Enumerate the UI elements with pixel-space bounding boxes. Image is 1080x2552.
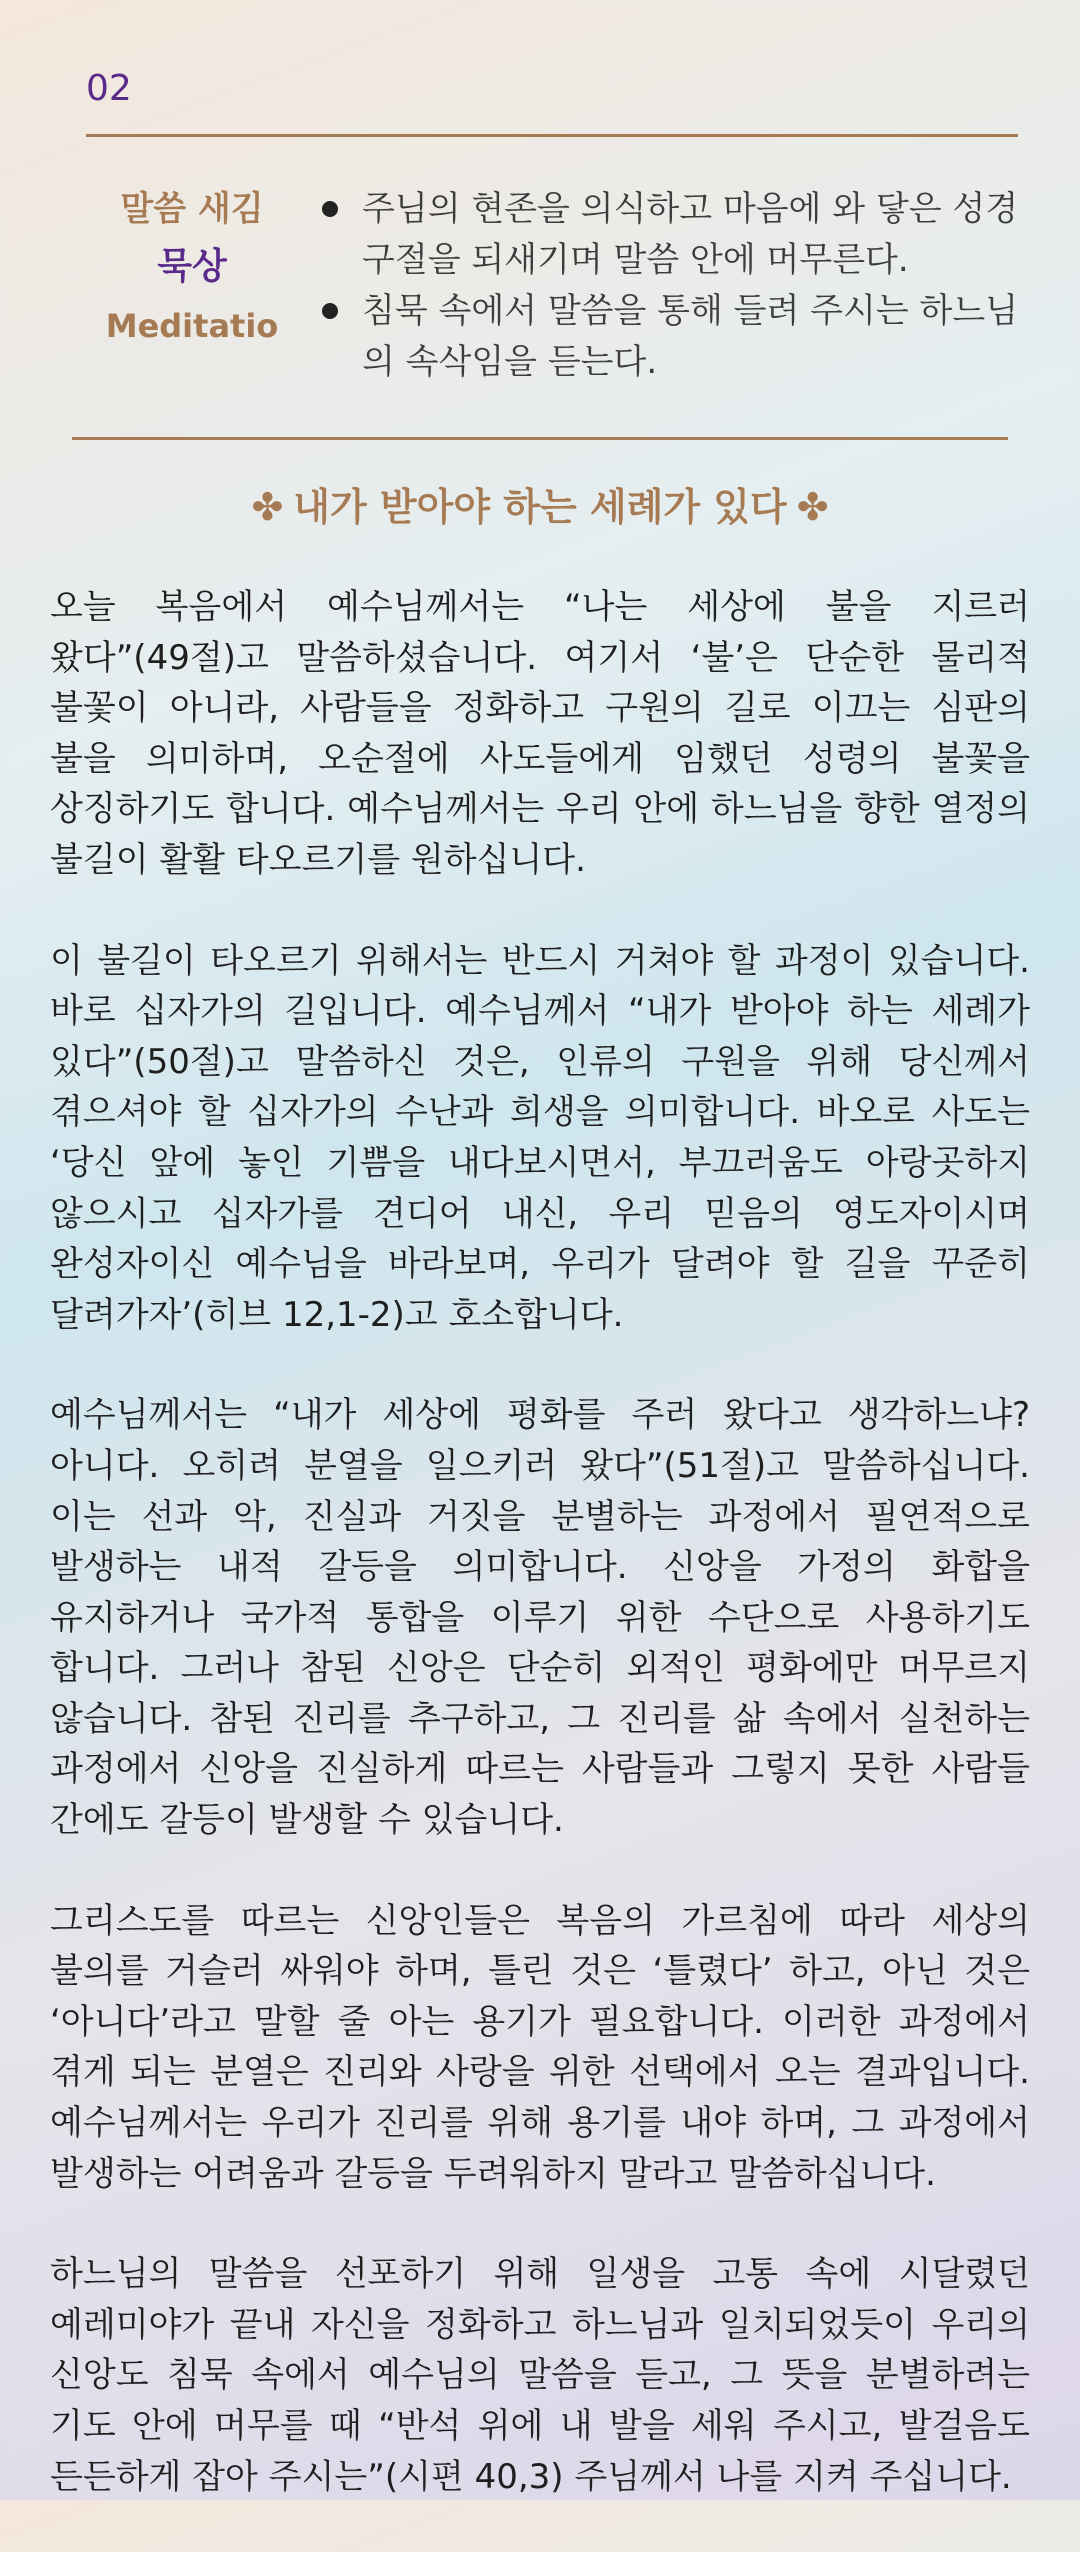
- instruction-text: 침묵 속에서 말씀을 통해 들려 주시는 하느님의 속삭임을 듣는다.: [362, 291, 1019, 382]
- top-divider: [86, 134, 1018, 137]
- instruction-item: [322, 184, 1022, 286]
- paragraph: 오늘 복음에서 예수님께서는 “나는 세상에 불을 지르러 왔다”(49절)고 말씀하셨습니다. 여기서 ‘불’은 단순한 물리적 불꽃이 아니라, 사람들을 정화하고 구원의 길로 이끄는 심판의 불을 의미하며, 오순절에 사도들에게 임했던 성령의 불꽃을 상징하기도 합니다. 예수님께서는 우리 안에 하느님을 향한 열정의 불길이 활활 타오르기를 원하십니다.: [50, 587, 1030, 880]
- instruction-list: [322, 184, 1022, 388]
- bullet-icon: [322, 303, 338, 319]
- bottom-divider: [72, 437, 1008, 440]
- section-label: [72, 180, 312, 356]
- reflection-title: [0, 476, 1080, 531]
- label-latin: Meditatio: [105, 307, 279, 345]
- page-number: 02: [86, 68, 132, 109]
- label-korean: 말씀 새김: [120, 189, 264, 229]
- paragraph: 예수님께서는 “내가 세상에 평화를 주러 왔다고 생각하느냐? 아니다. 오히려 분열을 일으키러 왔다”(51절)고 말씀하십니다. 이는 선과 악, 진실과 거짓을 분별하는 과정에서 필연적으로 발생하는 내적 갈등을 의미합니다. 신앙을 가정의 화합을 유지하거나 국가적 통합을 이루기 위한 수단으로 사용하기도 합니다. 그러나 참된 신앙은 단순히 외적인 평화에만 머무르지 않습니다. 참된 진리를 추구하고, 그 진리를 삶 속에서 실천하는 과정에서 신앙을 진실하게 따르는 사람들과 그렇지 못한 사람들 간에도 갈등이 발생할 수 있습니다.: [50, 1395, 1030, 1841]
- paragraph: 그리스도를 따르는 신앙인들은 복음의 가르침에 따라 세상의 불의를 거슬러 싸워야 하며, 틀린 것은 ‘틀렸다’ 하고, 아닌 것은 ‘아니다’라고 말할 줄 아는 용기가 필요합니다. 이러한 과정에서 겪게 되는 분열은 진리와 사랑을 위한 선택에서 오는 결과입니다. 예수님께서는 우리가 진리를 위해 용기를 내야 하며, 그 과정에서 발생하는 어려움과 갈등을 두려워하지 말라고 말씀하십니다.: [50, 1900, 1030, 2194]
- paragraph: 하느님의 말씀을 선포하기 위해 일생을 고통 속에 시달렸던 예레미야가 끝내 자신을 정화하고 하느님과 일치되었듯이 우리의 신앙도 침묵 속에서 예수님의 말씀을 듣고, 그 뜻을 분별하려는 기도 안에 머무를 때 “반석 위에 내 발을 세워 주시고, 발걸음도 든든하게 잡아 주시는”(시편 40,3) 주님께서 나를 지켜 주십니다.: [50, 2254, 1030, 2497]
- paragraph: 이 불길이 타오르기 위해서는 반드시 거쳐야 할 과정이 있습니다. 바로 십자가의 길입니다. 예수님께서 “내가 받아야 하는 세례가 있다”(50절)고 말씀하신 것은, 인류의 구원을 위해 당신께서 겪으셔야 할 십자가의 수난과 희생을 의미합니다. 바오로 사도는 ‘당신 앞에 놓인 기쁨을 내다보시면서, 부끄러움도 아랑곳하지 않으시고 십자가를 견디어 내신, 우리 믿음의 영도자이시며 완성자이신 예수님을 바라보며, 우리가 달려야 할 길을 꾸준히 달려가자’(히브 12,1-2)고 호소합니다.: [50, 940, 1030, 1335]
- bullet-icon: [322, 201, 338, 217]
- instruction-text: 주님의 현존을 의식하고 마음에 와 닿은 성경구절을 되새기며 말씀 안에 머무른다.: [362, 189, 1019, 280]
- reflection-title-text: 내가 받아야 하는 세례가 있다: [293, 485, 787, 529]
- label-subtitle: 묵상: [157, 246, 227, 287]
- instruction-item: [322, 286, 1022, 388]
- clover-icon: ✤: [251, 485, 284, 529]
- clover-icon: ✤: [796, 485, 829, 529]
- reflection-body: [50, 582, 1030, 2552]
